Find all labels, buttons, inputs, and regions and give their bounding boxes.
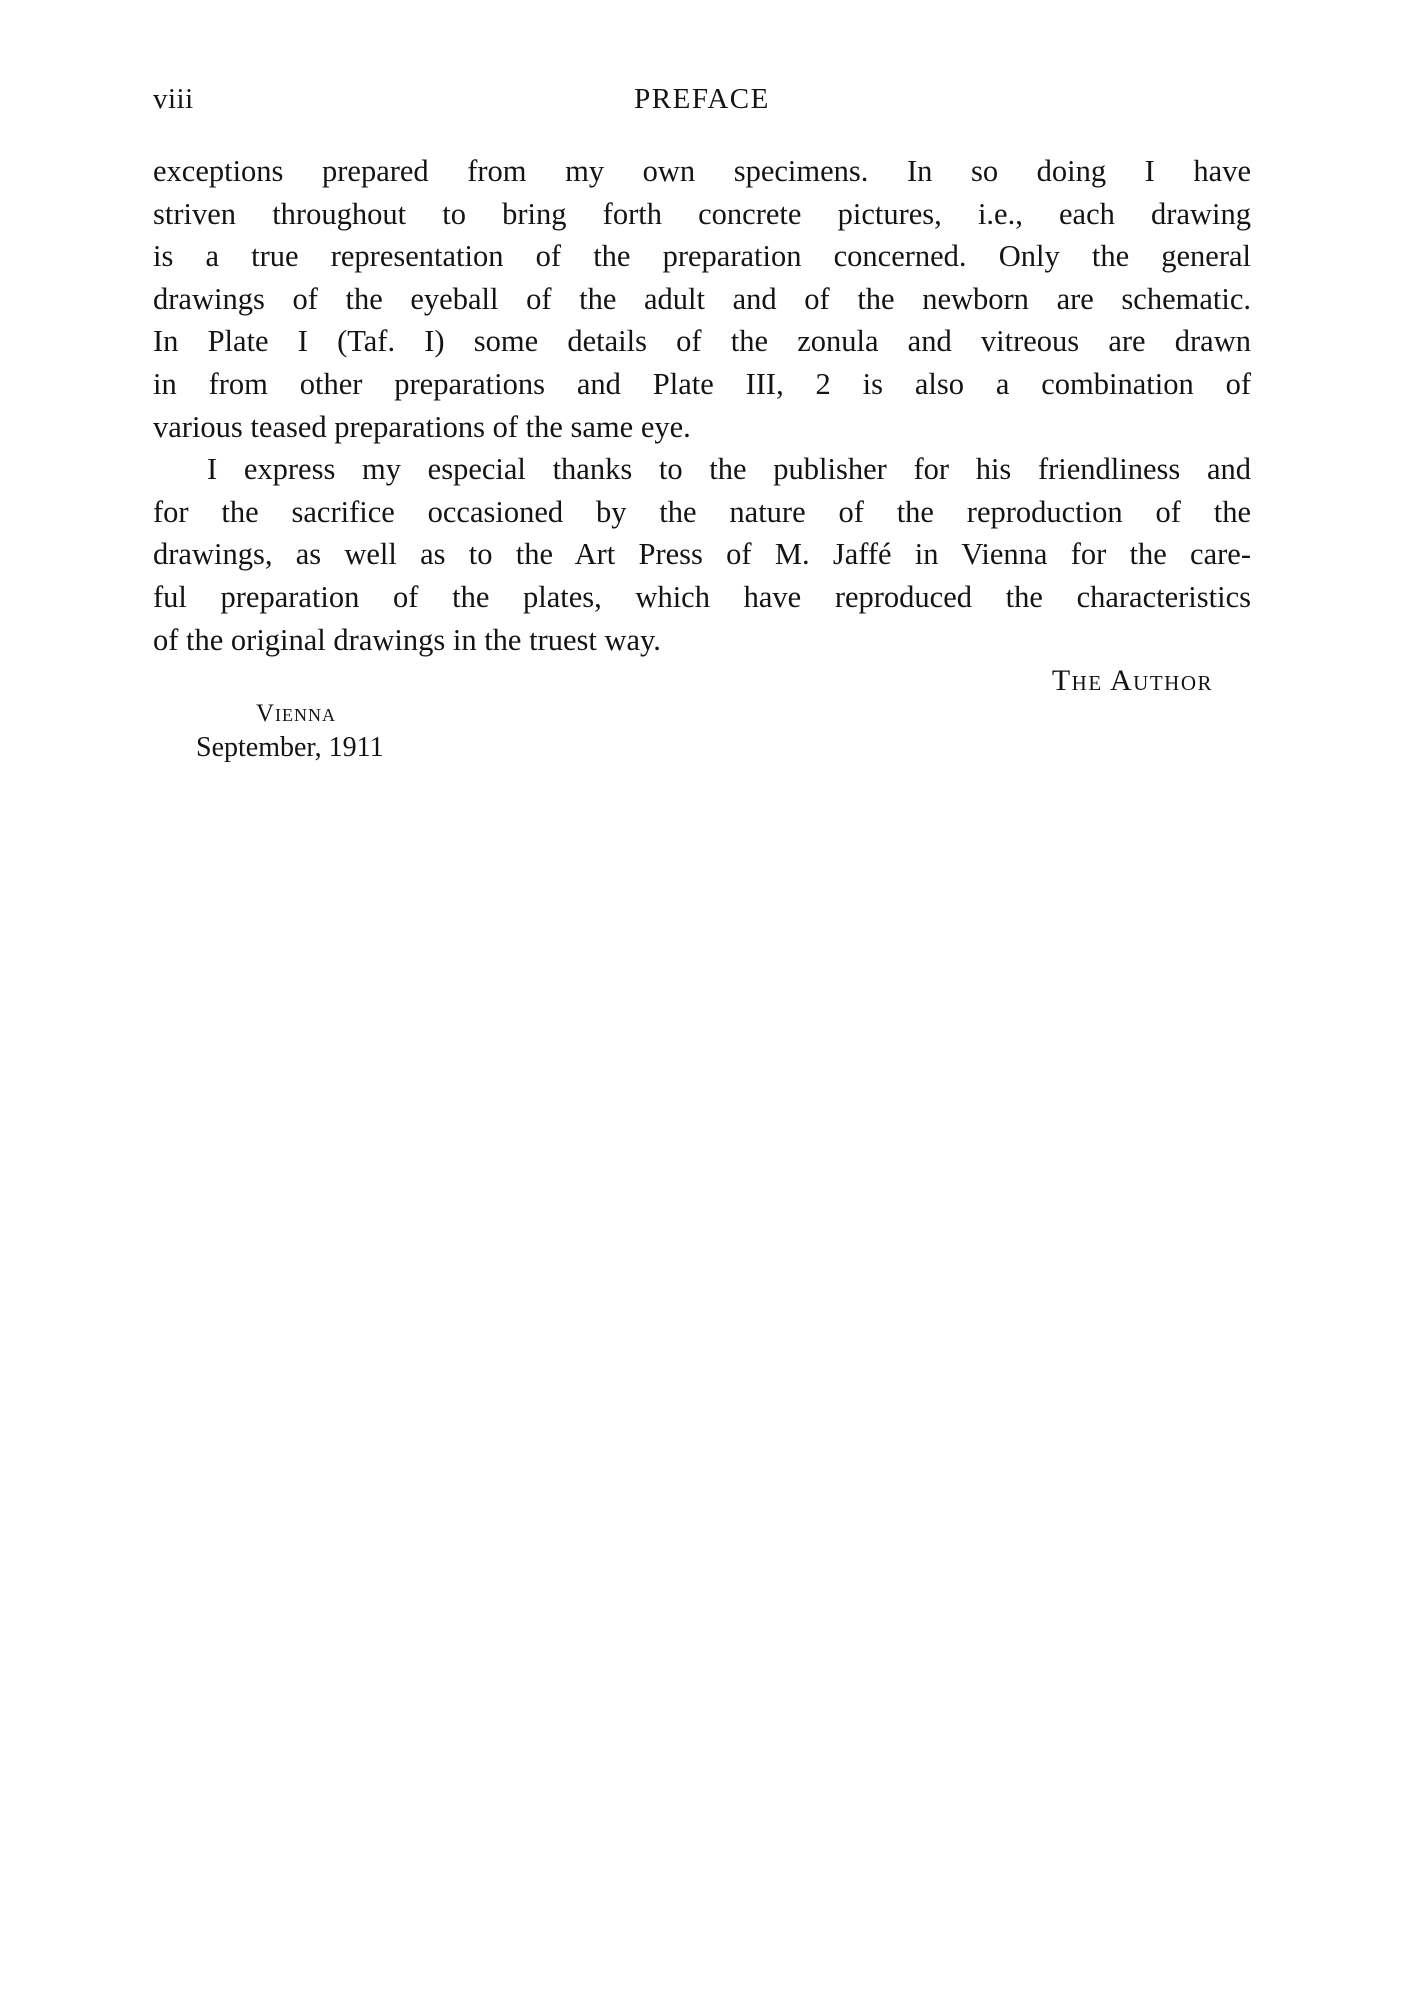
text-line: striven throughout to bring forth concrete pictures, i.e., each drawing: [153, 196, 1251, 231]
page-number: viii: [153, 83, 194, 115]
text-line: various teased preparations of the same eye.: [153, 409, 691, 444]
place-of-writing: Vienna: [256, 700, 337, 727]
text-line: of the original drawings in the truest way.: [153, 622, 661, 657]
text-line: in from other preparations and Plate III, 2 is also a combination of: [153, 366, 1251, 401]
text-line: drawings of the eyeball of the adult and of the newborn are schematic.: [153, 281, 1251, 316]
paragraph-2: [153, 448, 1251, 661]
text-line: exceptions prepared from my own specimens. In so doing I have: [153, 154, 1251, 188]
text-line: for the sacrifice occasioned by the nature of the reproduction of the: [153, 494, 1251, 529]
text-line: drawings, as well as to the Art Press of M. Jaffé in Vienna for the care-: [153, 537, 1251, 572]
text-line: is a true representation of the preparation concerned. Only the general: [153, 239, 1251, 274]
preface-body: [153, 150, 1251, 661]
text-line: In Plate I (Taf. I) some details of the zonula and vitreous are drawn: [153, 324, 1251, 359]
text-line: I express my especial thanks to the publisher for his friendliness and: [207, 452, 1251, 487]
date-of-writing: September, 1911: [196, 732, 384, 763]
text-line: ful preparation of the plates, which have reproduced the characteristics: [153, 579, 1251, 614]
author-signature: The Author: [1051, 664, 1213, 697]
running-head: [153, 83, 1251, 123]
paragraph-1: [153, 150, 1251, 448]
running-title: PREFACE: [634, 83, 770, 115]
